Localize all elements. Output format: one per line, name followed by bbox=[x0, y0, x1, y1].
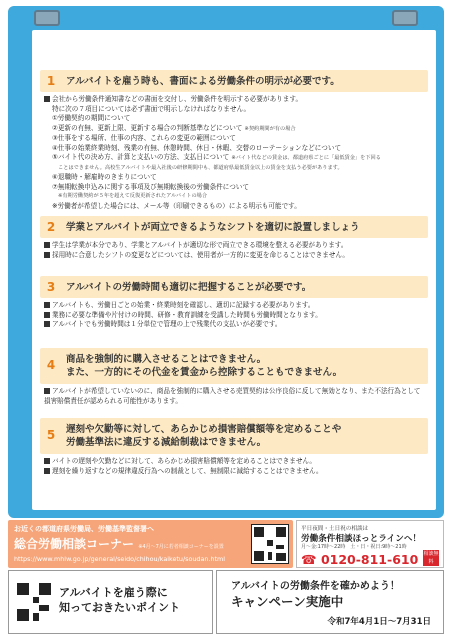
section-heading: 商品を強制的に購入させることはできません。 bbox=[66, 354, 267, 365]
section-2-body: 学生は学業が本分であり、学業とアルバイトが適切な形で両立できる環境を整える必要があります。 採用時に合意したシフトの変更などについては、使用者が一方的に変更を命じることはできません。 bbox=[40, 238, 428, 260]
section-number: 2 bbox=[46, 220, 56, 234]
section-2 bbox=[40, 216, 428, 260]
section-heading: アルバイトを雇う時も、書面による労働条件の明示が必要です。 bbox=[66, 75, 340, 87]
bullet-square-icon bbox=[44, 252, 50, 258]
points-title-line1: アルバイトを雇う際に bbox=[59, 586, 168, 599]
section-heading-line2: また、一方的にその代金を賃金から控除することもできません。 bbox=[66, 367, 343, 378]
section-heading: アルバイトの労働時間も適切に把握することが必要です。 bbox=[66, 281, 312, 293]
campaign-line2: キャンペーン実施中 bbox=[231, 594, 344, 609]
section-4-header bbox=[40, 348, 428, 384]
clip-left bbox=[34, 10, 60, 26]
section-2-header bbox=[40, 216, 428, 238]
section-number: 5 bbox=[46, 428, 56, 442]
bullet-square-icon bbox=[44, 388, 50, 394]
campaign-line1: アルバイトの労働条件を確かめよう！ bbox=[231, 581, 400, 592]
consultation-corner-box bbox=[8, 520, 293, 568]
section-number: 4 bbox=[46, 358, 56, 372]
section-1-body: 会社から労働条件通知書などの書面を交付し、労働条件を明示する必要があります。 特に次の７項目については必ず書面で明示しなければなりません。 ①労働契約の期間について ②更新の有無、更新上限、更新する場合の判断基準などについて ※契約期間が有の場合 ③仕事をする場所、仕事の内容、これらの変更の範囲について ④仕事の始業終業時刻、残業の有無、休憩時間、休日・休暇、交替のローテーションなどについて ⑤バイト代の決め方、計算と支払いの方法、支払日について ※バイト代などの賃金は、都道府県ごとに「最低賃金」を下回る ことはできません。高校生アルバイトや最入社後の研修期間中も、都道府県最低賃金以上の賃金を支払う必要があります。 ⑥退職時・解雇時のきまりについて ⑦無期転換申込みに関する事項及び無期転換後の労働条件について ※有期労働契約が５年を超えて反復更新されたアルバイトの場合 ※労働者が希望した場合には、メール等（印刷できるもの）による明示も可能です。 bbox=[40, 92, 428, 211]
section-heading: 遅刻や欠勤等に対して、あらかじめ損害賠償額等を定めることや bbox=[66, 424, 342, 435]
section-3-header bbox=[40, 276, 428, 298]
section-number: 1 bbox=[46, 74, 56, 88]
section-5-body: バイトの遅刻や欠勤などに対して、あらかじめ損害賠償額等を定めることはできません。 遅刻を繰り返すなどの規律違反行為への制裁として、無制限に減給することはできません。 bbox=[40, 454, 428, 476]
bullet-square-icon bbox=[44, 96, 50, 102]
hotline-box bbox=[296, 520, 444, 568]
section-3-body: アルバイトも、労働日ごとの始業・終業時刻を確認し、適切に記録する必要があります。 業務に必要な準備や片付けの時間、研修・教育訓練を受講した時間も労働時間となります。 アルバイトでも労働時間は１分単位で管理の上で残業代の支払いが必要です。 bbox=[40, 298, 428, 330]
section-4-body: アルバイトが希望していないのに、商品を強制的に購入させる売買契約は公序良俗に反して無効となり、また不法行為として損害賠償責任が認められる可能性があります。 bbox=[44, 387, 421, 405]
bullet-square-icon bbox=[44, 242, 50, 248]
bullet-square-icon bbox=[44, 468, 50, 474]
section-1-header bbox=[40, 70, 428, 92]
campaign-dates: 令和7年4月1日～7月31日 bbox=[327, 617, 431, 627]
points-box bbox=[8, 570, 213, 634]
bullet-square-icon bbox=[44, 321, 50, 327]
consult-url-link[interactable]: https://www.mhlw.go.jp/general/seido/chihou/kaiketu/soudan.html bbox=[14, 555, 226, 563]
section-5 bbox=[40, 418, 428, 476]
section-heading: 学業とアルバイトが両立できるようなシフトを適切に設置しましょう bbox=[66, 221, 360, 233]
clipboard-paper bbox=[32, 30, 436, 510]
hotline-name: 労働条件相談ほっとラインへ！ bbox=[301, 534, 422, 544]
campaign-box bbox=[216, 570, 444, 634]
hotline-hours: 月～金:17時～22時 土・日・祝日:9時～21時 bbox=[301, 544, 407, 550]
phone-icon: ☎ bbox=[301, 552, 317, 567]
qr-code-icon bbox=[17, 577, 51, 627]
hotline-phone-link[interactable]: ☎ 0120-811-610 bbox=[301, 552, 419, 567]
section-3 bbox=[40, 276, 428, 330]
bullet-square-icon bbox=[44, 458, 50, 464]
consult-intro: お近くの都道府県労働局、労働基準監督署へ bbox=[14, 525, 154, 533]
section-heading-line2: 労働基準法に違反する減給制裁はできません。 bbox=[66, 437, 267, 448]
bullet-square-icon bbox=[44, 312, 50, 318]
clipboard-frame bbox=[8, 6, 444, 518]
section-number: 3 bbox=[46, 280, 56, 294]
section-5-header bbox=[40, 418, 428, 454]
section-1 bbox=[40, 70, 428, 211]
free-consultation-badge: 相談無料 bbox=[423, 551, 439, 565]
points-title-line2: 知っておきたいポイント bbox=[59, 601, 180, 614]
hotline-intro: 平日夜間・土日祝の相談は bbox=[301, 526, 369, 532]
section-4 bbox=[40, 348, 428, 406]
consult-title: 総合労働相談コーナー ※4月～7月に若者相談コーナーを設置 bbox=[14, 537, 224, 551]
bullet-square-icon bbox=[44, 302, 50, 308]
qr-code-icon bbox=[251, 524, 289, 564]
clip-right bbox=[392, 10, 418, 26]
